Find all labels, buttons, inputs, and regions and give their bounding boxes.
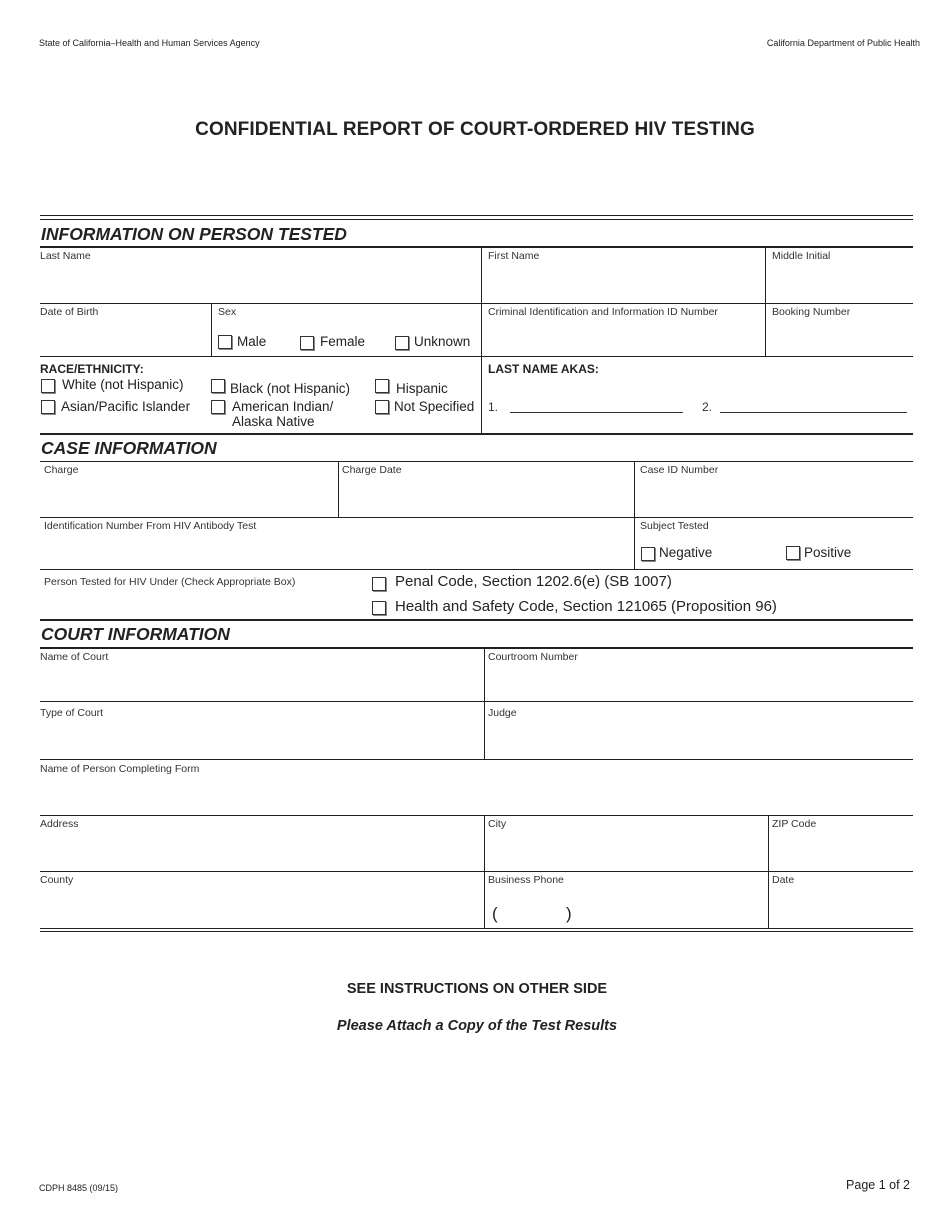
white-checkbox[interactable]: [41, 379, 55, 393]
judge-field[interactable]: Judge: [488, 707, 517, 719]
divider: [40, 931, 913, 932]
person-completing-field[interactable]: Name of Person Completing Form: [40, 763, 200, 775]
divider: [481, 247, 482, 433]
male-label: Male: [237, 334, 267, 349]
asian-checkbox[interactable]: [41, 400, 55, 414]
divider: [40, 246, 913, 248]
penal-code-checkbox[interactable]: [372, 577, 386, 591]
address-field[interactable]: Address: [40, 818, 79, 830]
divider: [40, 356, 913, 357]
agency-left: State of California–Health and Human Services Agency: [39, 38, 260, 48]
divider: [40, 619, 913, 621]
negative-checkbox[interactable]: [641, 547, 655, 561]
hispanic-label: Hispanic: [396, 381, 448, 396]
section-person-tested: INFORMATION ON PERSON TESTED: [41, 224, 347, 244]
divider: [40, 303, 913, 304]
charge-date-field[interactable]: Charge Date: [342, 464, 402, 476]
attach-note: Please Attach a Copy of the Test Results: [336, 1018, 618, 1034]
charge-field[interactable]: Charge: [44, 464, 79, 476]
date-field[interactable]: Date: [772, 874, 795, 886]
asian-label: Asian/Pacific Islander: [61, 399, 191, 414]
divider: [40, 215, 913, 216]
not-specified-label: Not Specified: [394, 399, 475, 414]
aka-2-number: 2.: [702, 400, 713, 414]
section-court-information: COURT INFORMATION: [41, 624, 230, 644]
divider: [40, 928, 913, 929]
county-field[interactable]: County: [40, 874, 74, 886]
last-name-akas-label: LAST NAME AKAS:: [488, 362, 599, 376]
agency-right: California Department of Public Health: [766, 38, 920, 48]
form-number: CDPH 8485 (09/15): [39, 1183, 119, 1193]
female-label: Female: [320, 334, 366, 349]
divider: [40, 815, 913, 816]
negative-label: Negative: [659, 545, 713, 560]
positive-label: Positive: [804, 545, 852, 560]
divider: [765, 247, 766, 356]
health-code-checkbox[interactable]: [372, 601, 386, 615]
american-indian-checkbox[interactable]: [211, 400, 225, 414]
phone-area-close: ): [566, 904, 572, 923]
divider: [484, 648, 485, 759]
case-id-field[interactable]: Case ID Number: [640, 464, 719, 476]
divider: [40, 517, 913, 518]
divider: [338, 461, 339, 517]
hispanic-checkbox[interactable]: [375, 379, 389, 393]
hiv-id-field[interactable]: Identification Number From HIV Antibody Test: [44, 520, 257, 532]
business-phone-field[interactable]: Business Phone: [488, 874, 564, 886]
subject-tested-label: Subject Tested: [640, 520, 709, 532]
unknown-label: Unknown: [414, 334, 471, 349]
zip-code-field[interactable]: ZIP Code: [772, 818, 817, 830]
phone-area-open: (: [492, 904, 498, 923]
divider: [40, 871, 913, 872]
name-of-court-field[interactable]: Name of Court: [40, 651, 109, 663]
courtroom-number-field[interactable]: Courtroom Number: [488, 651, 578, 663]
aka-1-number: 1.: [488, 400, 499, 414]
last-name-field[interactable]: Last Name: [40, 250, 91, 262]
divider: [40, 759, 913, 760]
city-field[interactable]: City: [488, 818, 507, 830]
divider: [40, 701, 913, 702]
divider: [40, 461, 913, 462]
male-checkbox[interactable]: [218, 335, 232, 349]
health-code-label: Health and Safety Code, Section 121065 (Proposition 96): [395, 598, 777, 615]
first-name-field[interactable]: First Name: [488, 250, 540, 262]
positive-checkbox[interactable]: [786, 546, 800, 560]
aka-1-field[interactable]: [510, 412, 683, 413]
unknown-checkbox[interactable]: [395, 336, 409, 350]
form-title: CONFIDENTIAL REPORT OF COURT-ORDERED HIV TESTING: [195, 119, 755, 140]
type-of-court-field[interactable]: Type of Court: [40, 707, 104, 719]
cii-number-field[interactable]: Criminal Identification and Information ID Number: [488, 306, 718, 318]
date-of-birth-field[interactable]: Date of Birth: [40, 306, 99, 318]
booking-number-field[interactable]: Booking Number: [772, 306, 851, 318]
divider: [40, 433, 913, 435]
tested-under-label: Person Tested for HIV Under (Check Appropriate Box): [44, 576, 296, 588]
sex-label: Sex: [218, 306, 237, 318]
instructions-note: SEE INSTRUCTIONS ON OTHER SIDE: [346, 981, 608, 997]
divider: [634, 461, 635, 569]
aka-2-field[interactable]: [720, 412, 907, 413]
divider: [211, 303, 212, 356]
black-label: Black (not Hispanic): [230, 381, 351, 396]
race-ethnicity-label: RACE/ETHNICITY:: [40, 362, 144, 376]
female-checkbox[interactable]: [300, 336, 314, 350]
penal-code-label: Penal Code, Section 1202.6(e) (SB 1007): [395, 573, 672, 590]
american-indian-label: American Indian/: [232, 399, 334, 414]
not-specified-checkbox[interactable]: [375, 400, 389, 414]
divider: [40, 647, 913, 649]
middle-initial-field[interactable]: Middle Initial: [772, 250, 831, 262]
divider: [40, 219, 913, 220]
black-checkbox[interactable]: [211, 379, 225, 393]
page-number: Page 1 of 2: [846, 1178, 910, 1192]
alaska-native-label: Alaska Native: [232, 414, 315, 429]
white-label: White (not Hispanic): [62, 377, 184, 392]
section-case-information: CASE INFORMATION: [41, 438, 217, 458]
divider: [40, 569, 913, 570]
